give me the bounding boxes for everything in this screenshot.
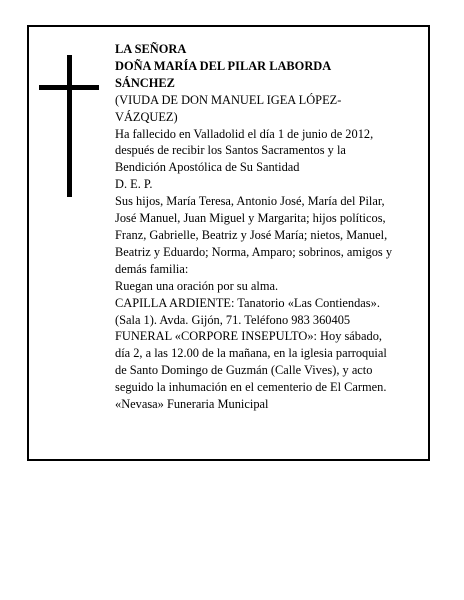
notice-title-line: LA SEÑORA: [115, 42, 187, 56]
notice-body-line: de Santo Domingo de Guzmán (Calle Vives), y acto: [115, 363, 373, 378]
notice-title-line: DOÑA MARÍA DEL PILAR LABORDA: [115, 58, 332, 73]
cross-icon: [39, 55, 99, 197]
notice-body-line: Ruegan una oración por su alma.: [115, 278, 279, 293]
notice-body-line: día 2, a las 12.00 de la mañana, en la iglesia parroquial: [115, 346, 387, 361]
notice-title-line: SÁNCHEZ: [115, 75, 175, 90]
notice-body-line: (Sala 1). Avda. Gijón, 71. Teléfono 983 360405: [115, 312, 351, 327]
notice-body-line: Sus hijos, María Teresa, Antonio José, María del Pilar,: [115, 194, 385, 209]
notice-body-line: Ha fallecido en Valladolid el día 1 de junio de 2012,: [115, 126, 374, 141]
notice-body-line: CAPILLA ARDIENTE: Tanatorio «Las Contiendas».: [115, 295, 380, 310]
notice-body-line: VÁZQUEZ): [115, 109, 178, 124]
notice-body-line: FUNERAL «CORPORE INSEPULTO»: Hoy sábado,: [115, 329, 382, 344]
obituary-notice: [27, 25, 430, 461]
notice-body-line: Franz, Gabrielle, Beatriz y José María; nietos, Manuel,: [115, 227, 388, 242]
notice-body-line: seguido la inhumación en el cementerio de El Carmen.: [115, 380, 387, 395]
notice-body-line: «Nevasa» Funeraria Municipal: [115, 397, 269, 412]
notice-body-line: (VIUDA DE DON MANUEL IGEA LÓPEZ-: [115, 92, 342, 107]
notice-body-line: D. E. P.: [115, 177, 153, 192]
notice-text: [115, 41, 425, 413]
notice-body-line: Beatriz y Eduardo; Norma, Amparo; sobrinos, amigos y: [115, 244, 393, 259]
cross-horizontal-bar: [39, 85, 99, 90]
notice-body-line: José Manuel, Juan Miguel y Margarita; hijos políticos,: [115, 211, 386, 226]
notice-body-line: después de recibir los Santos Sacramentos y la: [115, 143, 346, 158]
notice-body-line: demás familia:: [115, 261, 189, 276]
notice-body-line: Bendición Apostólica de Su Santidad: [115, 160, 300, 175]
cross-vertical-bar: [67, 55, 72, 197]
